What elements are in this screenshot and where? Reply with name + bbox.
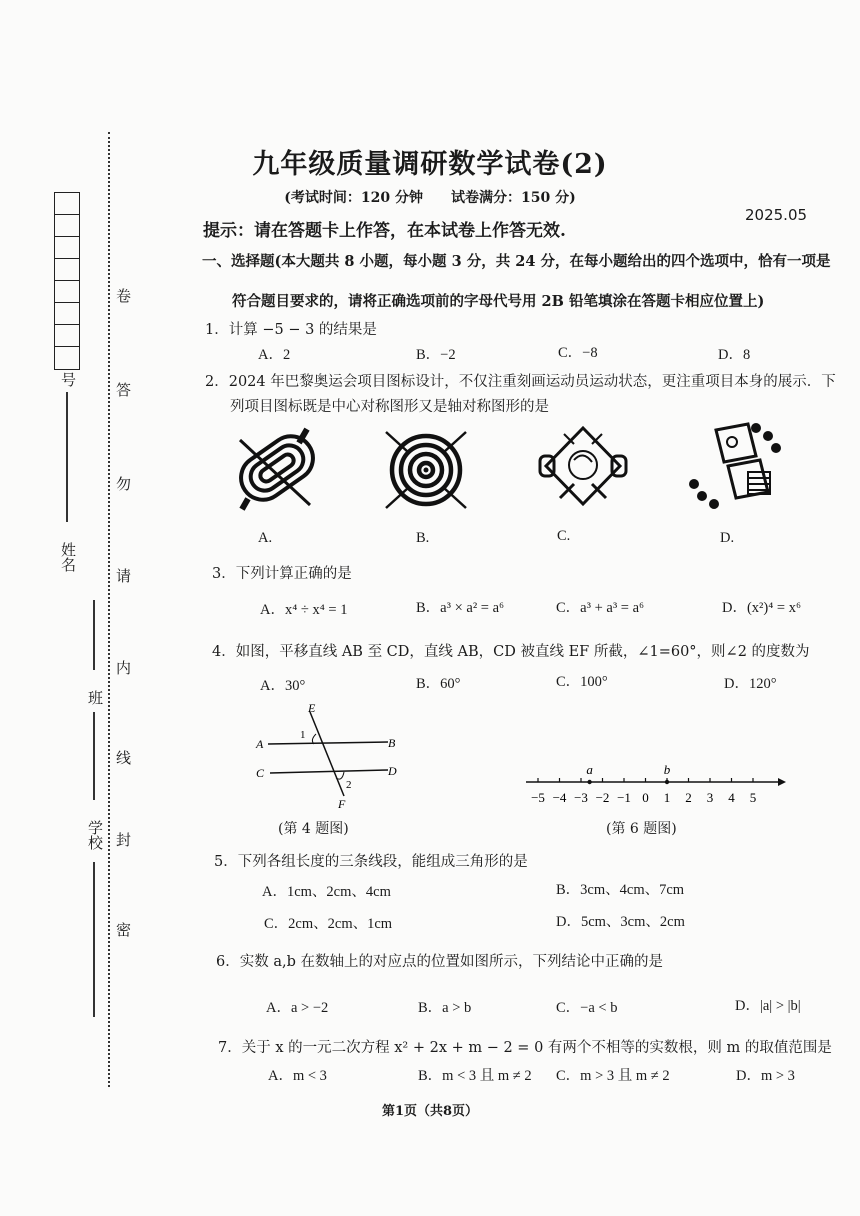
q1-option-d: D．8 xyxy=(718,347,751,363)
label-d: D xyxy=(388,764,397,778)
q3-option-c: C．a³ + a³ = a⁶ xyxy=(556,600,645,616)
q2-option-a: A. xyxy=(258,530,273,546)
label-point-a: a xyxy=(586,762,593,777)
label-c: C xyxy=(256,766,265,780)
figure-q4 xyxy=(250,700,410,810)
label-e: E xyxy=(308,701,316,715)
line-ab xyxy=(268,742,388,744)
label-a: A xyxy=(256,737,264,751)
exam-number-grid xyxy=(54,192,80,370)
label-b: B xyxy=(388,736,396,750)
q4-stem: 4．如图，平移直线 AB 至 CD，直线 AB，CD 被直线 EF 所截，∠1=60°，则∠2 的度数为 xyxy=(212,644,810,660)
number-line-tick-label: 3 xyxy=(706,790,714,805)
seal-char-3: 勿 xyxy=(114,476,132,491)
q1-option-c: C．−8 xyxy=(558,345,598,361)
q1-option-a: A．2 xyxy=(258,347,291,363)
class-line-top xyxy=(93,600,95,670)
q2-option-b: B. xyxy=(416,530,430,546)
label-point-b: b xyxy=(663,762,671,777)
seal-char-8: 密 xyxy=(114,922,132,937)
q5-option-c: C．2cm、2cm、1cm xyxy=(264,916,393,932)
class-underline xyxy=(93,712,95,800)
page-title: 九年级质量调研数学试卷(2) xyxy=(252,149,608,180)
section-heading-line2: 符合题目要求的，请将正确选项前的字母代号用 2B 铅笔填涂在答题卡相应位置上) xyxy=(232,293,765,310)
section-heading: 一、选择题(本大题共 8 小题，每小题 3 分，共 24 分，在每小题给出的四个选项中，恰有一项是 xyxy=(202,253,831,270)
page-number: 第1页（共8页） xyxy=(381,1104,479,1119)
q1-stem: 1．计算 −5 − 3 的结果是 xyxy=(205,322,377,338)
seal-char-6: 线 xyxy=(114,750,132,765)
point-b xyxy=(665,780,669,784)
line-cd xyxy=(270,770,388,773)
label-angle-2: 2 xyxy=(346,779,352,791)
olympic-icon-b xyxy=(378,422,474,518)
number-line-tick-label: 5 xyxy=(749,790,757,805)
seal-char-1: 卷 xyxy=(114,288,132,303)
figure-q4-caption: (第 4 题图) xyxy=(278,821,349,837)
q4-option-d: D．120° xyxy=(724,676,777,692)
figure-q6-number-line xyxy=(522,760,792,810)
q6-stem: 6．实数 a,b 在数轴上的对应点的位置如图所示，下列结论中正确的是 xyxy=(216,954,663,970)
label-exam-number: 号 xyxy=(59,372,77,387)
q2-stem-line2: 列项目图标既是中心对称图形又是轴对称图形的是 xyxy=(230,399,549,415)
exam-date: 2025.05 xyxy=(745,206,808,224)
label-name: 姓名 xyxy=(59,542,77,572)
number-line-tick-label: −4 xyxy=(552,790,567,805)
line-ef xyxy=(310,712,344,796)
q3-option-b: B．a³ × a² = a⁶ xyxy=(416,600,505,616)
olympic-icon-c xyxy=(534,420,632,516)
q4-option-c: C．100° xyxy=(556,674,608,690)
label-f: F xyxy=(338,797,346,810)
label-angle-1: 1 xyxy=(300,729,306,741)
q3-stem: 3．下列计算正确的是 xyxy=(212,566,352,582)
q2-option-c: C. xyxy=(557,528,571,544)
exam-info: (考试时间：120 分钟 试卷满分：150 分) xyxy=(284,190,576,206)
figure-q6-caption: (第 6 题图) xyxy=(606,821,677,837)
q7-option-c: C．m > 3 且 m ≠ 2 xyxy=(556,1068,670,1084)
q7-option-b: B．m < 3 且 m ≠ 2 xyxy=(418,1068,532,1084)
q6-option-d: D．|a| > |b| xyxy=(735,998,801,1014)
label-school: 学校 xyxy=(86,820,104,850)
q7-option-d: D．m > 3 xyxy=(736,1068,795,1084)
olympic-icon-d xyxy=(686,416,786,516)
q7-option-a: A．m < 3 xyxy=(268,1068,327,1084)
q1-option-b: B．−2 xyxy=(416,347,456,363)
number-line-tick-label: −5 xyxy=(531,790,545,805)
answer-hint: 提示：请在答题卡上作答，在本试卷上作答无效. xyxy=(203,221,566,241)
name-underline xyxy=(66,392,68,522)
number-line-tick-label: −3 xyxy=(574,790,588,805)
olympic-icon-a xyxy=(230,420,325,515)
q6-option-a: A．a > −2 xyxy=(266,1000,329,1016)
number-line-tick-label: 0 xyxy=(642,790,649,805)
q5-option-a: A．1cm、2cm、4cm xyxy=(262,884,391,900)
label-class: 班 xyxy=(86,690,104,705)
seal-char-2: 答 xyxy=(114,382,132,397)
q5-stem: 5．下列各组长度的三条线段，能组成三角形的是 xyxy=(214,854,528,870)
number-line-tick-label: −2 xyxy=(595,790,610,805)
q5-option-b: B．3cm、4cm、7cm xyxy=(556,882,685,898)
q3-option-a: A．x⁴ ÷ x⁴ = 1 xyxy=(260,602,348,618)
q4-option-b: B．60° xyxy=(416,676,461,692)
q6-option-c: C．−a < b xyxy=(556,1000,618,1016)
number-line-tick-label: 1 xyxy=(663,790,671,805)
seal-char-7: 封 xyxy=(114,832,132,847)
number-line-tick-label: 4 xyxy=(728,790,735,805)
q2-stem-line1: 2．2024 年巴黎奥运会项目图标设计，不仅注重刻画运动员运动状态，更注重项目本身的展示．下 xyxy=(205,374,836,390)
seal-char-5: 内 xyxy=(114,660,132,675)
school-underline xyxy=(93,862,95,1017)
seal-char-4: 请 xyxy=(114,568,132,583)
q2-option-d: D. xyxy=(720,530,735,546)
point-a xyxy=(587,780,591,784)
seal-dotted-line xyxy=(108,132,110,1087)
q7-stem: 7．关于 x 的一元二次方程 x² + 2x + m − 2 = 0 有两个不相等的实数根，则 m 的取值范围是 xyxy=(218,1040,832,1056)
q5-option-d: D．5cm、3cm、2cm xyxy=(556,914,685,930)
number-line-tick-label: −1 xyxy=(617,790,631,805)
q6-option-b: B．a > b xyxy=(418,1000,472,1016)
q3-option-d: D．(x²)⁴ = x⁶ xyxy=(722,600,802,616)
number-line-tick-label: 2 xyxy=(685,790,692,805)
q4-option-a: A．30° xyxy=(260,678,306,694)
